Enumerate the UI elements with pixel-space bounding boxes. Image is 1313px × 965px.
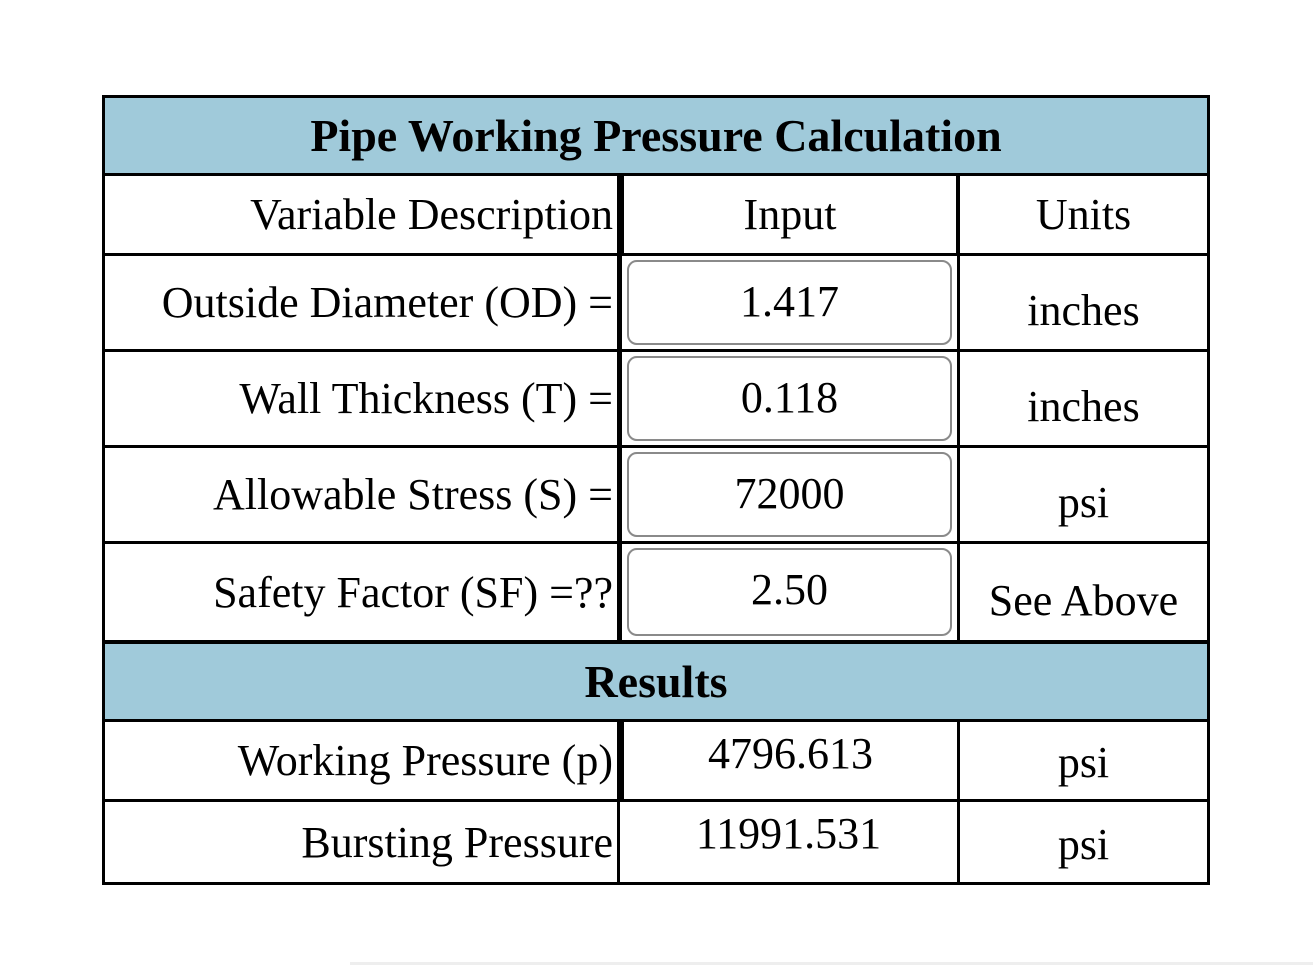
safety-factor-input[interactable]: 2.50 <box>627 548 952 636</box>
working-pressure-value: 4796.613 <box>620 722 960 799</box>
allowable-stress-label: Allowable Stress (S) = <box>105 448 620 541</box>
header-description: Variable Description <box>105 176 620 253</box>
result-row-bursting-pressure <box>105 802 1207 882</box>
allowable-stress-input[interactable]: 72000 <box>627 452 952 537</box>
results-title: Results <box>105 640 1207 722</box>
wall-thickness-cell <box>620 352 960 445</box>
input-row-safety-factor <box>105 544 1207 640</box>
safety-factor-cell <box>620 544 960 640</box>
header-input: Input <box>620 176 960 253</box>
table-title: Pipe Working Pressure Calculation <box>105 98 1207 176</box>
safety-factor-units: See Above <box>988 575 1179 625</box>
working-pressure-units: psi <box>1057 738 1110 787</box>
safety-factor-label: Safety Factor (SF) =?? <box>105 544 620 640</box>
allowable-stress-units: psi <box>1057 478 1110 527</box>
bursting-pressure-value: 11991.531 <box>620 802 960 882</box>
wall-thickness-units: inches <box>1027 382 1140 431</box>
working-pressure-label: Working Pressure (p) <box>105 722 620 799</box>
result-row-working-pressure <box>105 722 1207 802</box>
outside-diameter-input[interactable]: 1.417 <box>627 260 952 345</box>
input-row-outside-diameter <box>105 256 1207 352</box>
bursting-pressure-units: psi <box>1057 819 1110 869</box>
input-row-wall-thickness <box>105 352 1207 448</box>
outside-diameter-units: inches <box>1027 286 1140 335</box>
column-header-row <box>105 176 1207 256</box>
input-row-allowable-stress <box>105 448 1207 544</box>
wall-thickness-label: Wall Thickness (T) = <box>105 352 620 445</box>
wall-thickness-input[interactable]: 0.118 <box>627 356 952 441</box>
bursting-pressure-label: Bursting Pressure <box>105 802 620 882</box>
outside-diameter-label: Outside Diameter (OD) = <box>105 256 620 349</box>
outside-diameter-cell <box>620 256 960 349</box>
header-units: Units <box>1035 190 1132 239</box>
allowable-stress-cell <box>620 448 960 541</box>
pressure-calculator-table <box>102 95 1210 885</box>
